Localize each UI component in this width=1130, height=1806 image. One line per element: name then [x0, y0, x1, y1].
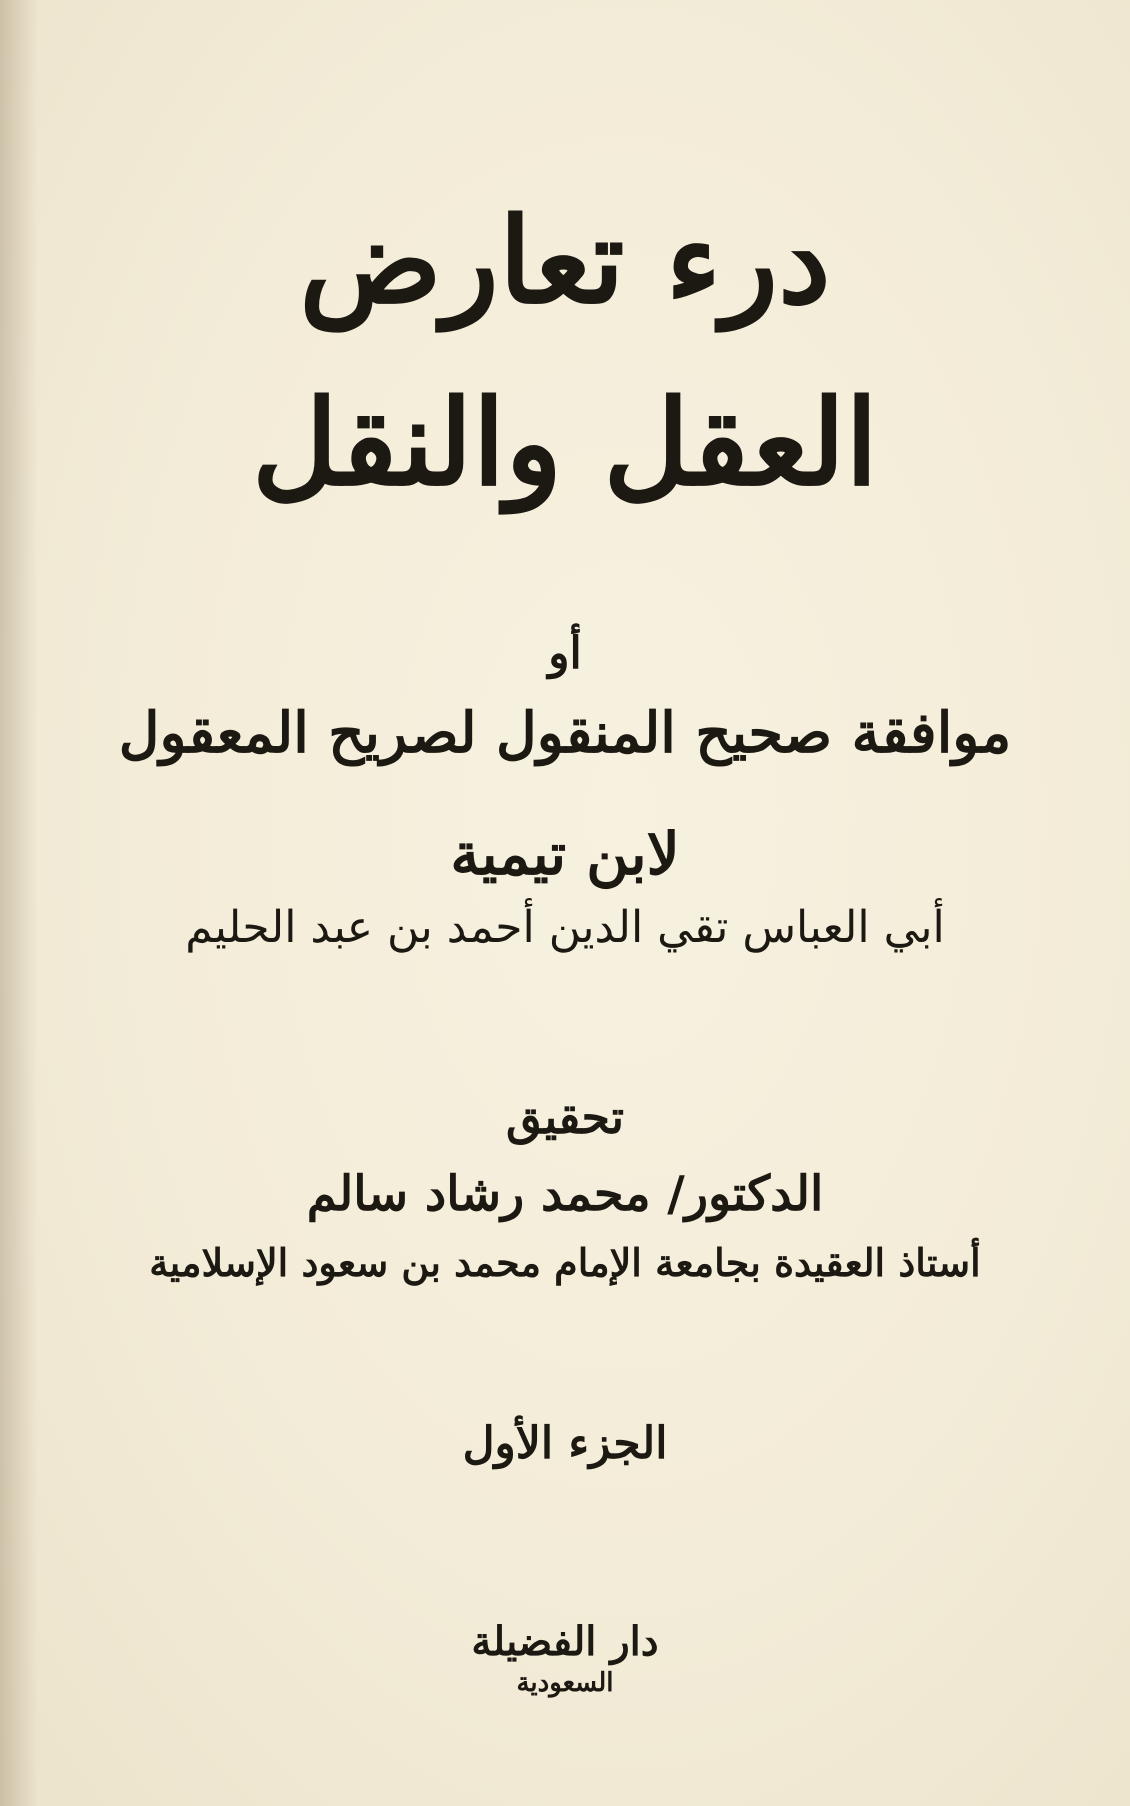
editor-position: أستاذ العقيدة بجامعة الإمام محمد بن سعود الإسلامية: [149, 1240, 981, 1285]
title-connector: أو: [548, 628, 582, 679]
volume-label: الجزء الأول: [462, 1418, 668, 1469]
publisher-country: السعودية: [516, 1668, 614, 1698]
author-short-name: لابن تيمية: [450, 820, 680, 888]
book-title-line-1: درء تعارض: [299, 191, 831, 330]
publisher-name: دار الفضيلة: [471, 1618, 659, 1665]
book-title-line-2: العقل والنقل: [251, 373, 879, 512]
editing-label: تحقيق: [505, 1090, 624, 1144]
book-subtitle: موافقة صحيح المنقول لصريح المعقول: [118, 700, 1012, 766]
author-full-name: أبي العباس تقي الدين أحمد بن عبد الحليم: [185, 902, 945, 953]
editor-name: الدكتور/ محمد رشاد سالم: [306, 1166, 824, 1222]
